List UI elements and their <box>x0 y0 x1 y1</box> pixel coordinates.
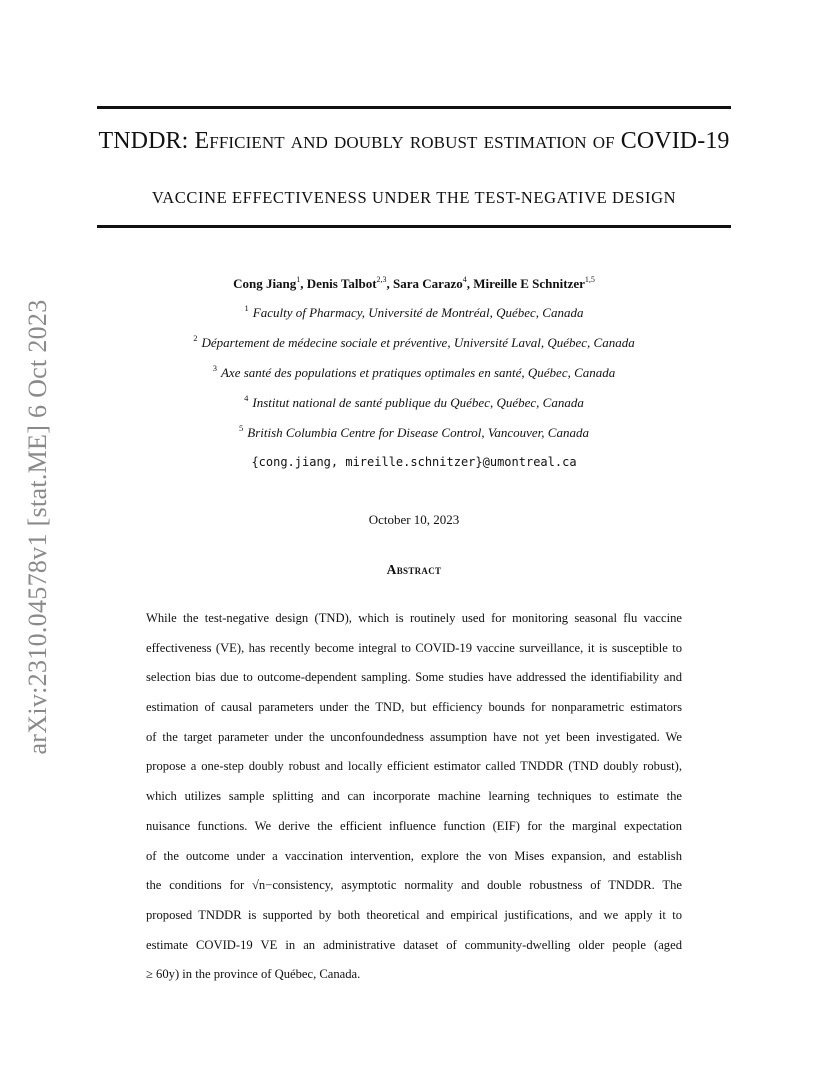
affiliation: $^5$ British Columbia Centre for Disease Control, Vancouver, Canada <box>239 423 589 440</box>
author-list <box>0 276 828 292</box>
abstract-line: proposed TNDDR is supported by both theoretical and empirical justifications, and we apply it to <box>146 907 682 922</box>
author: Denis Talbot$^{2,3}$, <box>306 275 394 291</box>
abstract-line: While the test-negative design (TND), which is routinely used for monitoring seasonal flu vaccine <box>146 611 682 625</box>
abstract-heading: Abstract <box>386 562 442 577</box>
abstract-line: of the outcome under a vaccination intervention, explore the von Mises expansion, and establish <box>146 848 682 863</box>
title-prefix: TNDDR: <box>98 128 195 154</box>
affiliation: $^1$ Faculty of Pharmacy, Université de Montréal, Québec, Canada <box>244 303 584 320</box>
abstract-line: selection bias due to outcome-dependent sampling. Some studies have addressed the identifiability and <box>146 670 682 685</box>
paper-title-line-2: VACCINE EFFECTIVENESS UNDER THE TEST-NEGATIVE DESIGN <box>151 188 677 207</box>
title-suffix: COVID-19 <box>614 128 730 154</box>
abstract-line: of the target parameter under the unconfoundedness assumption have not yet been investigated. We <box>146 729 682 744</box>
title-bottom-rule <box>97 225 731 228</box>
paper-date: October 10, 2023 <box>368 512 460 527</box>
arxiv-stamp: arXiv:2310.04578v1 [stat.ME] 6 Oct 2023 <box>23 299 52 755</box>
abstract-body <box>146 604 682 990</box>
author-emails[interactable]: {cong.jiang, mireille.schnitzer}@umontreal.ca <box>251 455 577 469</box>
abstract-line: the conditions for √n−consistency, asymptotic normality and double robustness of TNDDR. The <box>146 878 682 893</box>
abstract-line: effectiveness (VE), has recently become integral to COVID-19 vaccine surveillance, it is susceptible to <box>146 640 682 655</box>
abstract-line: estimate COVID-19 VE in an administrative dataset of community-dwelling older people (aged <box>146 937 682 952</box>
abstract-line: propose a one-step doubly robust and locally efficient estimator called TNDDR (TND doubly robust), <box>146 759 682 774</box>
author: Mireille E Schnitzer$^{1,5}$ <box>473 275 595 291</box>
title-smallcaps: Efficient and doubly robust estimation of <box>194 128 615 154</box>
affiliation: $^3$ Axe santé des populations et pratiques optimales en santé, Québec, Canada <box>212 363 616 380</box>
abstract-line: which utilizes sample splitting and can incorporate machine learning techniques to estimate the <box>146 789 682 804</box>
title-top-rule <box>97 106 731 109</box>
author: Sara Carazo$^4$, <box>393 275 474 291</box>
abstract-line: estimation of causal parameters under the TND, but efficiency bounds for nonparametric estimators <box>146 700 682 715</box>
abstract-line: ≥ 60y) in the province of Québec, Canada. <box>146 967 361 982</box>
paper-title-line-1 <box>0 128 828 155</box>
affiliation: $^4$ Institut national de santé publique du Québec, Québec, Canada <box>244 393 584 410</box>
abstract-line: nuisance functions. We derive the efficient influence function (EIF) for the marginal expectation <box>146 818 682 833</box>
affiliation: $^2$ Département de médecine sociale et préventive, Université Laval, Québec, Canada <box>193 333 635 350</box>
author: Cong Jiang$^1$, <box>233 275 307 291</box>
